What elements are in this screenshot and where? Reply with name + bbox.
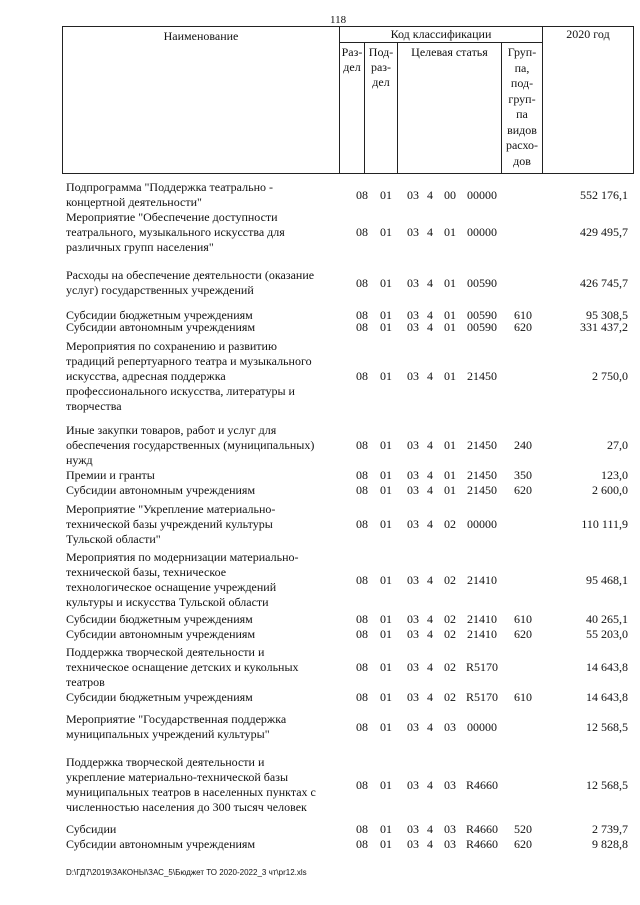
row-code-t4: 21410 (467, 627, 497, 641)
row-amount: 123,0 (601, 468, 628, 482)
row-code-t3: 02 (444, 690, 456, 704)
row-code-g: 240 (514, 438, 532, 452)
row-code-t3: 01 (444, 438, 456, 452)
row-code-t4: 21450 (467, 468, 497, 482)
row-name: Субсидии бюджетным учреждениям (66, 308, 253, 322)
row-name: Субсидии автономным учреждениям (66, 483, 256, 497)
row-code-t1: 03 (407, 308, 419, 322)
row-code-t1: 03 (407, 837, 419, 851)
row-code-r: 08 (356, 225, 368, 239)
header-year-label: 2020 год (566, 27, 610, 41)
row-code-t3: 01 (444, 225, 456, 239)
row-code-p: 01 (380, 822, 392, 836)
row-code-t2: 4 (427, 225, 433, 239)
row-name: Субсидии автономным учреждениям (66, 627, 256, 641)
row-code-t3: 01 (444, 369, 456, 383)
header-group-label: Груп- па, под- груп- па видов расхо- дов (505, 45, 539, 168)
row-code-t2: 4 (427, 837, 433, 851)
row-code-t2: 4 (427, 690, 433, 704)
row-code-t2: 4 (427, 438, 433, 452)
row-code-t2: 4 (427, 517, 433, 531)
row-code-g: 610 (514, 690, 532, 704)
row-amount: 95 308,5 (586, 308, 628, 322)
row-code-t1: 03 (407, 612, 419, 626)
row-code-r: 08 (356, 660, 368, 674)
row-code-r: 08 (356, 822, 368, 836)
row-code-t4: 00000 (467, 517, 497, 531)
row-code-t3: 01 (444, 276, 456, 290)
row-code-t4: R5170 (465, 690, 498, 704)
row-amount: 331 437,2 (580, 320, 628, 334)
row-code-t2: 4 (427, 308, 433, 322)
row-code-p: 01 (380, 438, 392, 452)
row-code-g: 620 (514, 320, 532, 334)
row-code-r: 08 (356, 276, 368, 290)
row-code-t1: 03 (407, 627, 419, 641)
row-code-p: 01 (380, 573, 392, 587)
row-amount: 14 643,8 (586, 690, 628, 704)
row-name: Расходы на обеспечение деятельности (оказание услуг) государственных учреждений (66, 268, 315, 297)
row-name: Субсидии бюджетным учреждениям (66, 690, 253, 704)
row-code-r: 08 (356, 369, 368, 383)
row-code-g: 620 (514, 837, 532, 851)
header-name-cell (62, 26, 340, 174)
header-classification-label: Код классификации (390, 27, 492, 41)
row-code-p: 01 (380, 660, 392, 674)
row-code-p: 01 (380, 517, 392, 531)
header-podrazdel-label: Под- раз- дел (368, 45, 394, 89)
row-code-t2: 4 (427, 822, 433, 836)
row-code-t1: 03 (407, 369, 419, 383)
row-code-t2: 4 (427, 573, 433, 587)
row-name: Мероприятие "Государственная поддержка муниципальных учреждений культуры" (66, 712, 287, 741)
row-code-t2: 4 (427, 320, 433, 334)
row-name: Субсидии (66, 822, 117, 836)
row-code-r: 08 (356, 517, 368, 531)
row-code-p: 01 (380, 308, 392, 322)
row-code-r: 08 (356, 483, 368, 497)
row-name: Субсидии автономным учреждениям (66, 837, 256, 851)
row-code-t4: 21410 (467, 612, 497, 626)
row-code-g: 620 (514, 483, 532, 497)
row-amount: 110 111,9 (581, 517, 628, 531)
row-name: Мероприятие "Обеспечение доступности театрального, музыкального искусства для различных групп населения" (66, 210, 285, 254)
row-code-t1: 03 (407, 778, 419, 792)
row-amount: 9 828,8 (592, 837, 628, 851)
row-code-t3: 03 (444, 837, 456, 851)
row-code-r: 08 (356, 778, 368, 792)
row-code-t2: 4 (427, 468, 433, 482)
row-code-p: 01 (380, 468, 392, 482)
row-code-t4: 21450 (467, 369, 497, 383)
row-amount: 552 176,1 (580, 188, 628, 202)
row-name: Мероприятия по модернизации материально- технической базы, техническое технологическое оснащение учреждений культуры и искусства Тульской области (66, 550, 299, 609)
row-code-p: 01 (380, 720, 392, 734)
row-code-t3: 02 (444, 660, 456, 674)
row-code-t3: 03 (444, 778, 456, 792)
row-amount: 40 265,1 (586, 612, 628, 626)
row-code-t1: 03 (407, 517, 419, 531)
row-amount: 12 568,5 (586, 778, 628, 792)
row-code-t4: 21450 (467, 483, 497, 497)
row-name: Иные закупки товаров, работ и услуг для обеспечения государственных (муниципальных) нужд (66, 423, 315, 467)
row-code-g: 520 (514, 822, 532, 836)
row-code-t1: 03 (407, 438, 419, 452)
page-number: 118 (330, 14, 347, 26)
row-code-t2: 4 (427, 627, 433, 641)
row-code-r: 08 (356, 438, 368, 452)
row-code-t3: 03 (444, 720, 456, 734)
row-amount: 429 495,7 (580, 225, 628, 239)
row-code-t1: 03 (407, 822, 419, 836)
row-code-p: 01 (380, 225, 392, 239)
row-code-p: 01 (380, 837, 392, 851)
row-code-t1: 03 (407, 276, 419, 290)
row-code-p: 01 (380, 276, 392, 290)
header-name-label: Наименование (163, 29, 239, 43)
row-amount: 14 643,8 (586, 660, 628, 674)
row-code-t1: 03 (407, 320, 419, 334)
row-code-t4: R4660 (465, 778, 498, 792)
row-code-p: 01 (380, 369, 392, 383)
row-amount: 12 568,5 (586, 720, 628, 734)
row-code-t3: 02 (444, 612, 456, 626)
row-amount: 2 600,0 (592, 483, 628, 497)
row-code-t3: 03 (444, 822, 456, 836)
row-code-t3: 01 (444, 468, 456, 482)
row-code-r: 08 (356, 690, 368, 704)
row-code-t4: 00590 (467, 276, 497, 290)
row-code-t2: 4 (427, 188, 433, 202)
row-code-t3: 00 (444, 188, 456, 202)
row-code-t3: 02 (444, 627, 456, 641)
row-code-t1: 03 (407, 660, 419, 674)
row-code-g: 620 (514, 627, 532, 641)
row-code-t2: 4 (427, 276, 433, 290)
row-code-p: 01 (380, 188, 392, 202)
row-code-p: 01 (380, 320, 392, 334)
row-code-t1: 03 (407, 483, 419, 497)
file-path-footer: D:\ГД7\2019\ЗАКОНЫ\ЗАС_5\Бюджет ТО 2020-2022_3 чт\pr12.xls (66, 868, 307, 877)
row-code-t4: 00590 (467, 320, 497, 334)
row-code-r: 08 (356, 573, 368, 587)
row-code-r: 08 (356, 188, 368, 202)
row-code-t1: 03 (407, 720, 419, 734)
row-code-t1: 03 (407, 690, 419, 704)
row-name: Подпрограмма "Поддержка театрально - концертной деятельности" (66, 180, 273, 209)
header-razdel-label: Раз- дел (341, 45, 363, 74)
row-code-t3: 01 (444, 483, 456, 497)
row-code-t1: 03 (407, 225, 419, 239)
row-code-t3: 02 (444, 573, 456, 587)
row-name: Мероприятия по сохранению и развитию традиций репертуарного театра и музыкального искусства, адресная поддержка профессионального искусства, литературы и творчества (66, 339, 312, 413)
row-name: Мероприятие "Укрепление материально- технической базы учреждений культуры Тульской области" (66, 502, 276, 546)
row-code-r: 08 (356, 612, 368, 626)
row-code-g: 610 (514, 612, 532, 626)
row-code-p: 01 (380, 690, 392, 704)
row-name: Премии и гранты (66, 468, 155, 482)
row-name: Поддержка творческой деятельности и укрепление материально-технической базы муниципальных театров в населенных пунктах с численностью населения до 300 тысяч человек (66, 755, 316, 814)
row-code-r: 08 (356, 837, 368, 851)
row-code-r: 08 (356, 320, 368, 334)
row-code-t2: 4 (427, 483, 433, 497)
row-amount: 27,0 (607, 438, 628, 452)
row-code-t2: 4 (427, 778, 433, 792)
row-code-t3: 02 (444, 517, 456, 531)
row-code-t4: 00000 (467, 225, 497, 239)
row-code-t4: R4660 (465, 837, 498, 851)
row-code-p: 01 (380, 778, 392, 792)
row-code-t3: 01 (444, 320, 456, 334)
row-code-r: 08 (356, 468, 368, 482)
row-code-t2: 4 (427, 660, 433, 674)
row-code-r: 08 (356, 627, 368, 641)
row-code-t1: 03 (407, 188, 419, 202)
row-amount: 95 468,1 (586, 573, 628, 587)
row-amount: 2 750,0 (592, 369, 628, 383)
row-amount: 2 739,7 (592, 822, 628, 836)
row-name: Субсидии автономным учреждениям (66, 320, 256, 334)
row-code-t4: 00590 (467, 308, 497, 322)
row-code-p: 01 (380, 612, 392, 626)
row-amount: 426 745,7 (580, 276, 628, 290)
row-code-t4: 21450 (467, 438, 497, 452)
row-code-t1: 03 (407, 573, 419, 587)
row-name: Поддержка творческой деятельности и техническое оснащение детских и кукольных театров (66, 645, 299, 689)
row-code-t4: R5170 (465, 660, 498, 674)
header-target-cell (397, 42, 502, 174)
row-code-t2: 4 (427, 369, 433, 383)
row-code-g: 610 (514, 308, 532, 322)
row-name: Субсидии бюджетным учреждениям (66, 612, 253, 626)
row-code-t4: R4660 (465, 822, 498, 836)
row-code-p: 01 (380, 627, 392, 641)
row-code-t4: 00000 (467, 188, 497, 202)
header-year-cell (542, 26, 634, 174)
row-amount: 55 203,0 (586, 627, 628, 641)
row-code-t4: 00000 (467, 720, 497, 734)
row-code-r: 08 (356, 720, 368, 734)
row-code-t3: 01 (444, 308, 456, 322)
row-code-t1: 03 (407, 468, 419, 482)
row-code-t4: 21410 (467, 573, 497, 587)
header-target-label: Целевая статья (411, 45, 488, 59)
row-code-p: 01 (380, 483, 392, 497)
row-code-t2: 4 (427, 720, 433, 734)
row-code-g: 350 (514, 468, 532, 482)
row-code-r: 08 (356, 308, 368, 322)
row-code-t2: 4 (427, 612, 433, 626)
